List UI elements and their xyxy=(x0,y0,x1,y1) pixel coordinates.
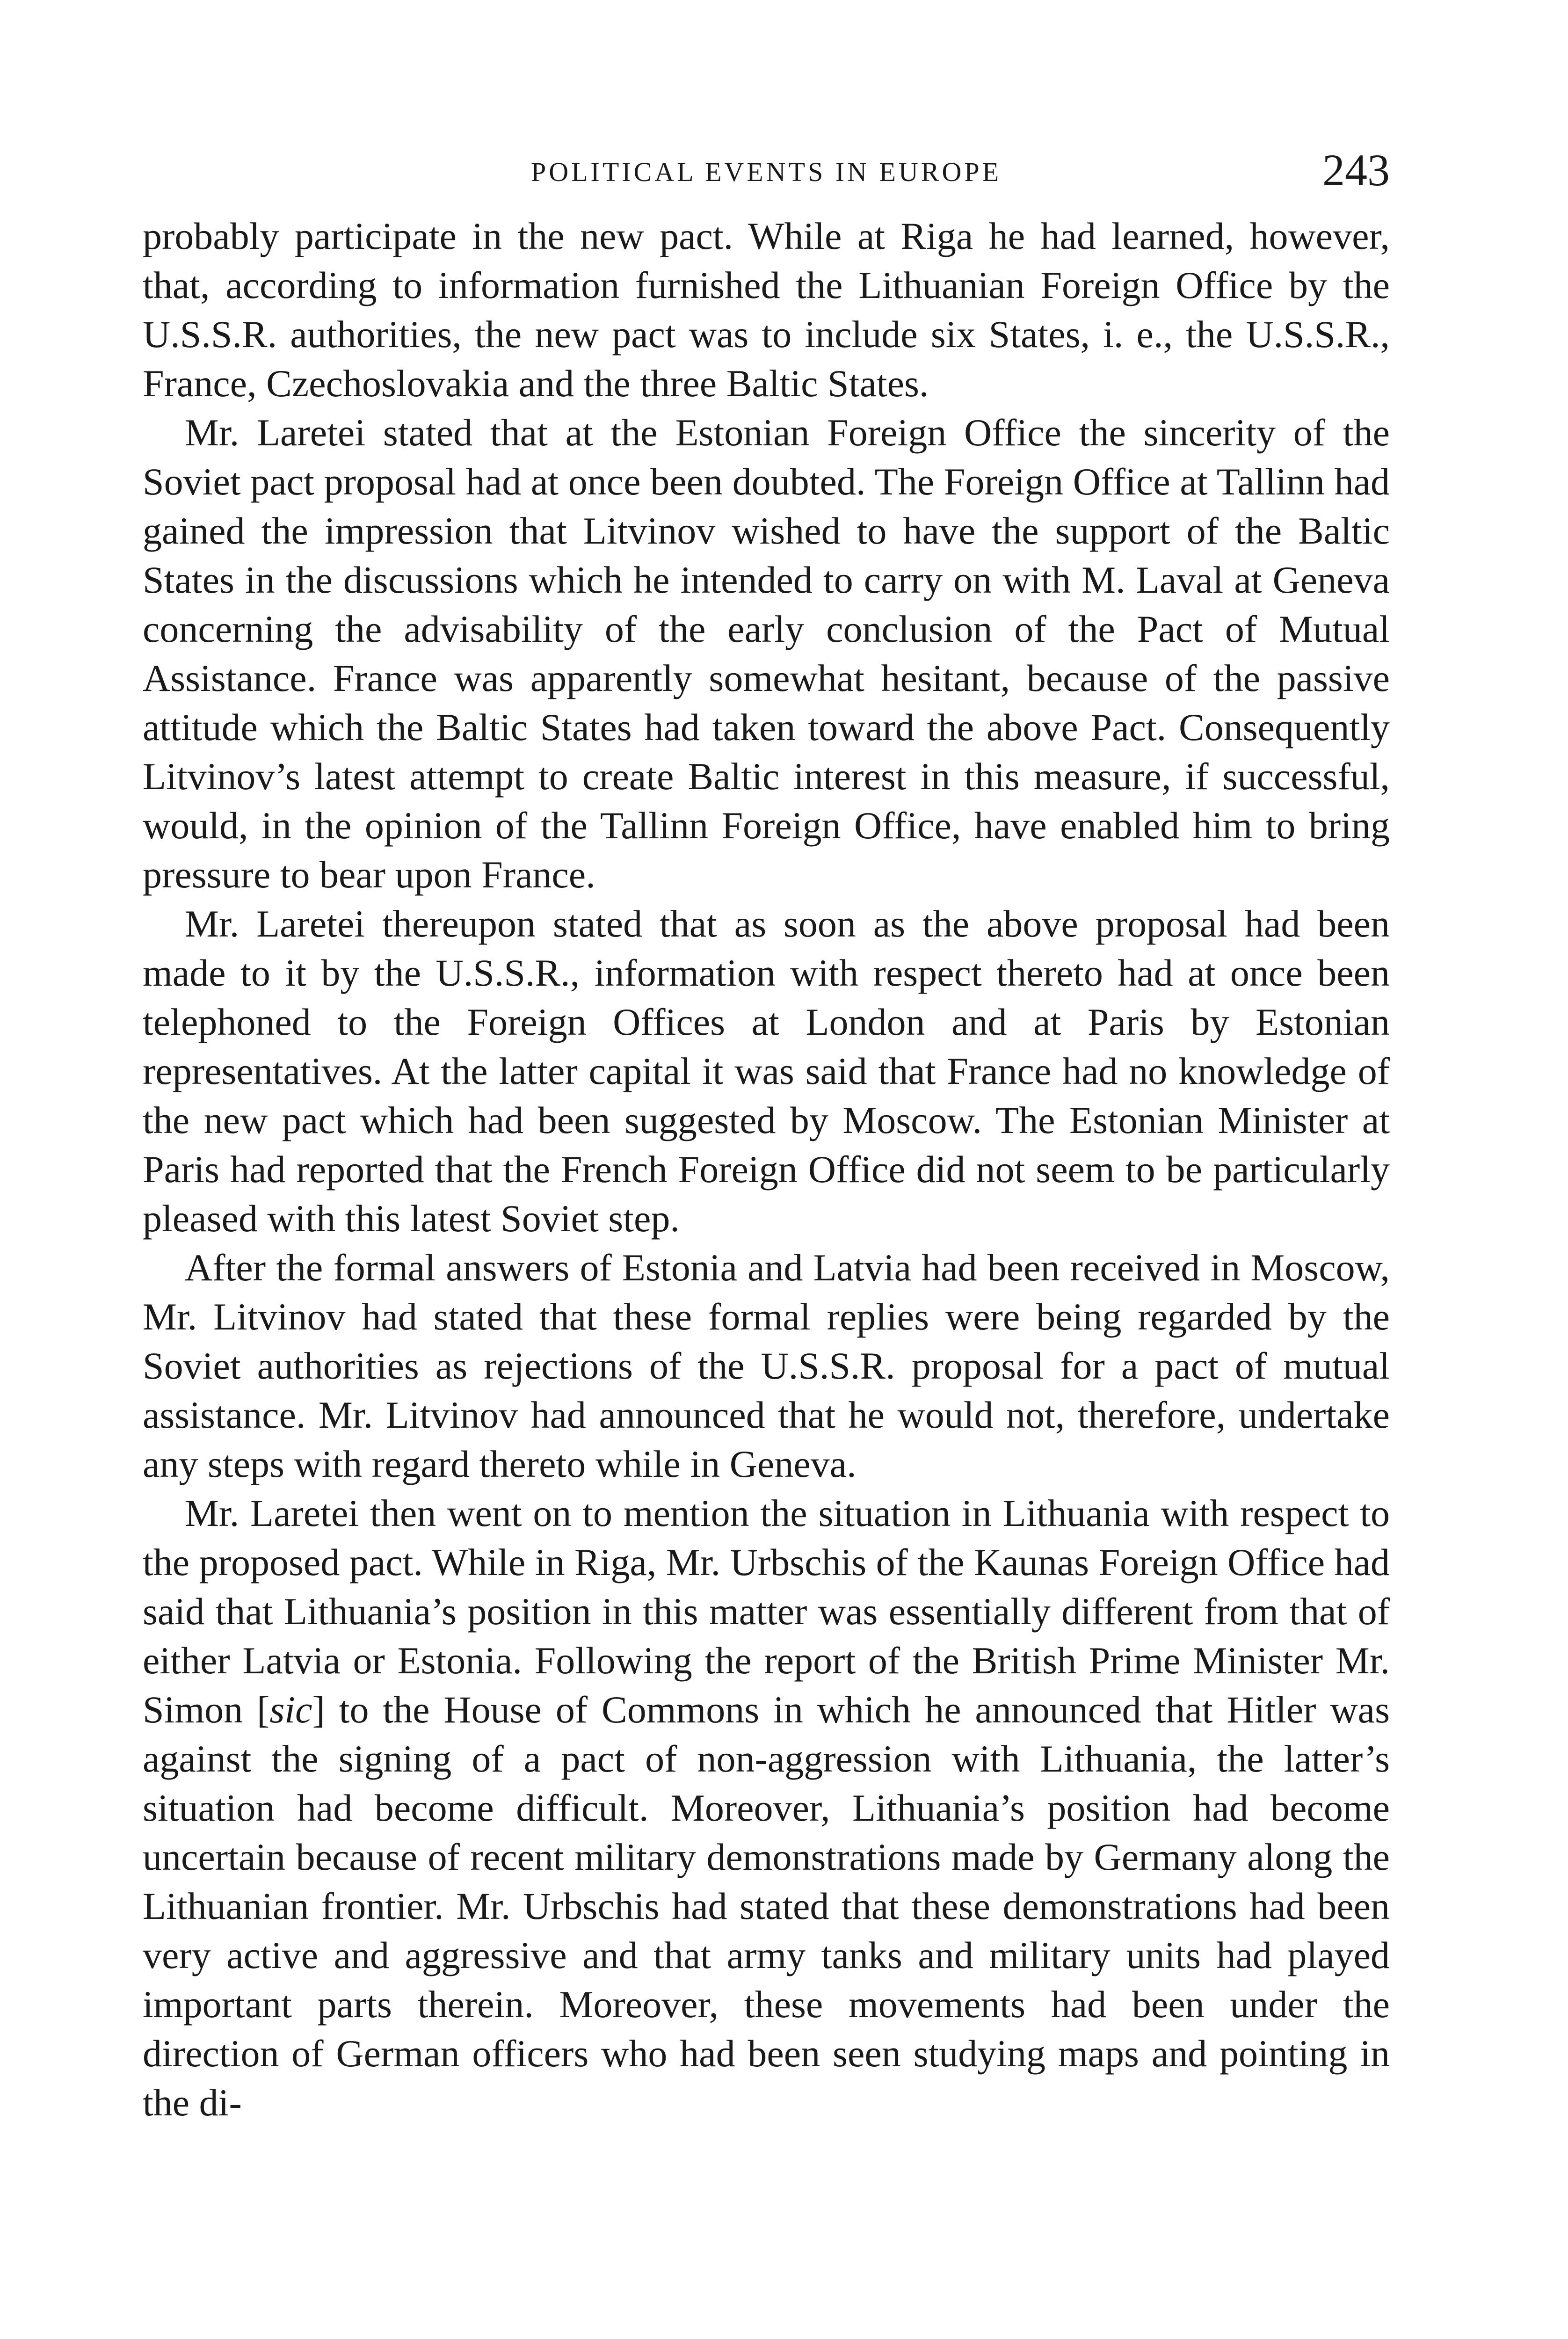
paragraph-4: After the formal answers of Estonia and Latvia had been received in Moscow, Mr. Litvinov had stated that these formal replies were being regarded by the Soviet authorities as rejections of the U.S.S.R. proposal for a pact of mutual assistance. Mr. Litvinov had announced that he would not, therefore, undertake any steps with regard thereto while in Geneva. xyxy=(143,1246,1390,1485)
paragraph-5 xyxy=(143,1489,1390,2127)
body-text xyxy=(143,211,1390,2127)
paragraph-5-text-after: ] to the House of Commons in which he announced that Hitler was against the signing of a pact of non-aggression with Lithuania, the latter’s situation had become difficult. Moreover, Lithuania’s position had become uncertain because of recent military demonstrations made by Germany along the Lithuanian frontier. Mr. Urbschis had stated that these demonstrations had been very active and aggressive and that army tanks and military units had played important parts therein. Moreover, these movements had been under the direction of German officers who had been seen studying maps and pointing in the di- xyxy=(143,1688,1390,2124)
document-page xyxy=(143,140,1390,2339)
paragraph-3: Mr. Laretei thereupon stated that as soon as the above proposal had been made to it by the U.S.S.R., information with respect thereto had at once been telephoned to the Foreign Offices at London and at Paris by Estonian representatives. At the latter capital it was said that France had no knowledge of the new pact which had been suggested by Moscow. The Estonian Minister at Paris had reported that the French Foreign Office did not seem to be particularly pleased with this latest Soviet step. xyxy=(143,902,1390,1240)
page-number: 243 xyxy=(1322,145,1390,195)
running-header xyxy=(143,140,1390,206)
running-title: POLITICAL EVENTS IN EUROPE xyxy=(530,157,1002,187)
sic-annotation: sic xyxy=(269,1688,312,1731)
paragraph-2: Mr. Laretei stated that at the Estonian Foreign Office the sincerity of the Soviet pact proposal had at once been doubted. The Foreign Office at Tallinn had gained the impression that Litvinov wished to have the support of the Baltic States in the discussions which he intended to carry on with M. Laval at Geneva concerning the advisability of the early conclusion of the Pact of Mutual Assistance. France was apparently somewhat hesitant, because of the passive attitude which the Baltic States had taken toward the above Pact. Consequently Litvinov’s latest attempt to create Baltic interest in this measure, if successful, would, in the opinion of the Tallinn Foreign Office, have enabled him to bring pressure to bear upon France. xyxy=(143,411,1390,896)
paragraph-1: probably participate in the new pact. While at Riga he had learned, however, that, according to information furnished the Lithuanian Foreign Office by the U.S.S.R. authorities, the new pact was to include six States, i. e., the U.S.S.R., France, Czechoslovakia and the three Baltic States. xyxy=(143,215,1390,405)
paragraph-5-text-before: Mr. Laretei then went on to mention the situation in Lithuania with respect to the proposed pact. While in Riga, Mr. Urbschis of the Kaunas Foreign Office had said that Lithuania’s position in this matter was essentially different from that of either Latvia or Estonia. Following the report of the British Prime Minister Mr. Simon [ xyxy=(143,1492,1390,1731)
